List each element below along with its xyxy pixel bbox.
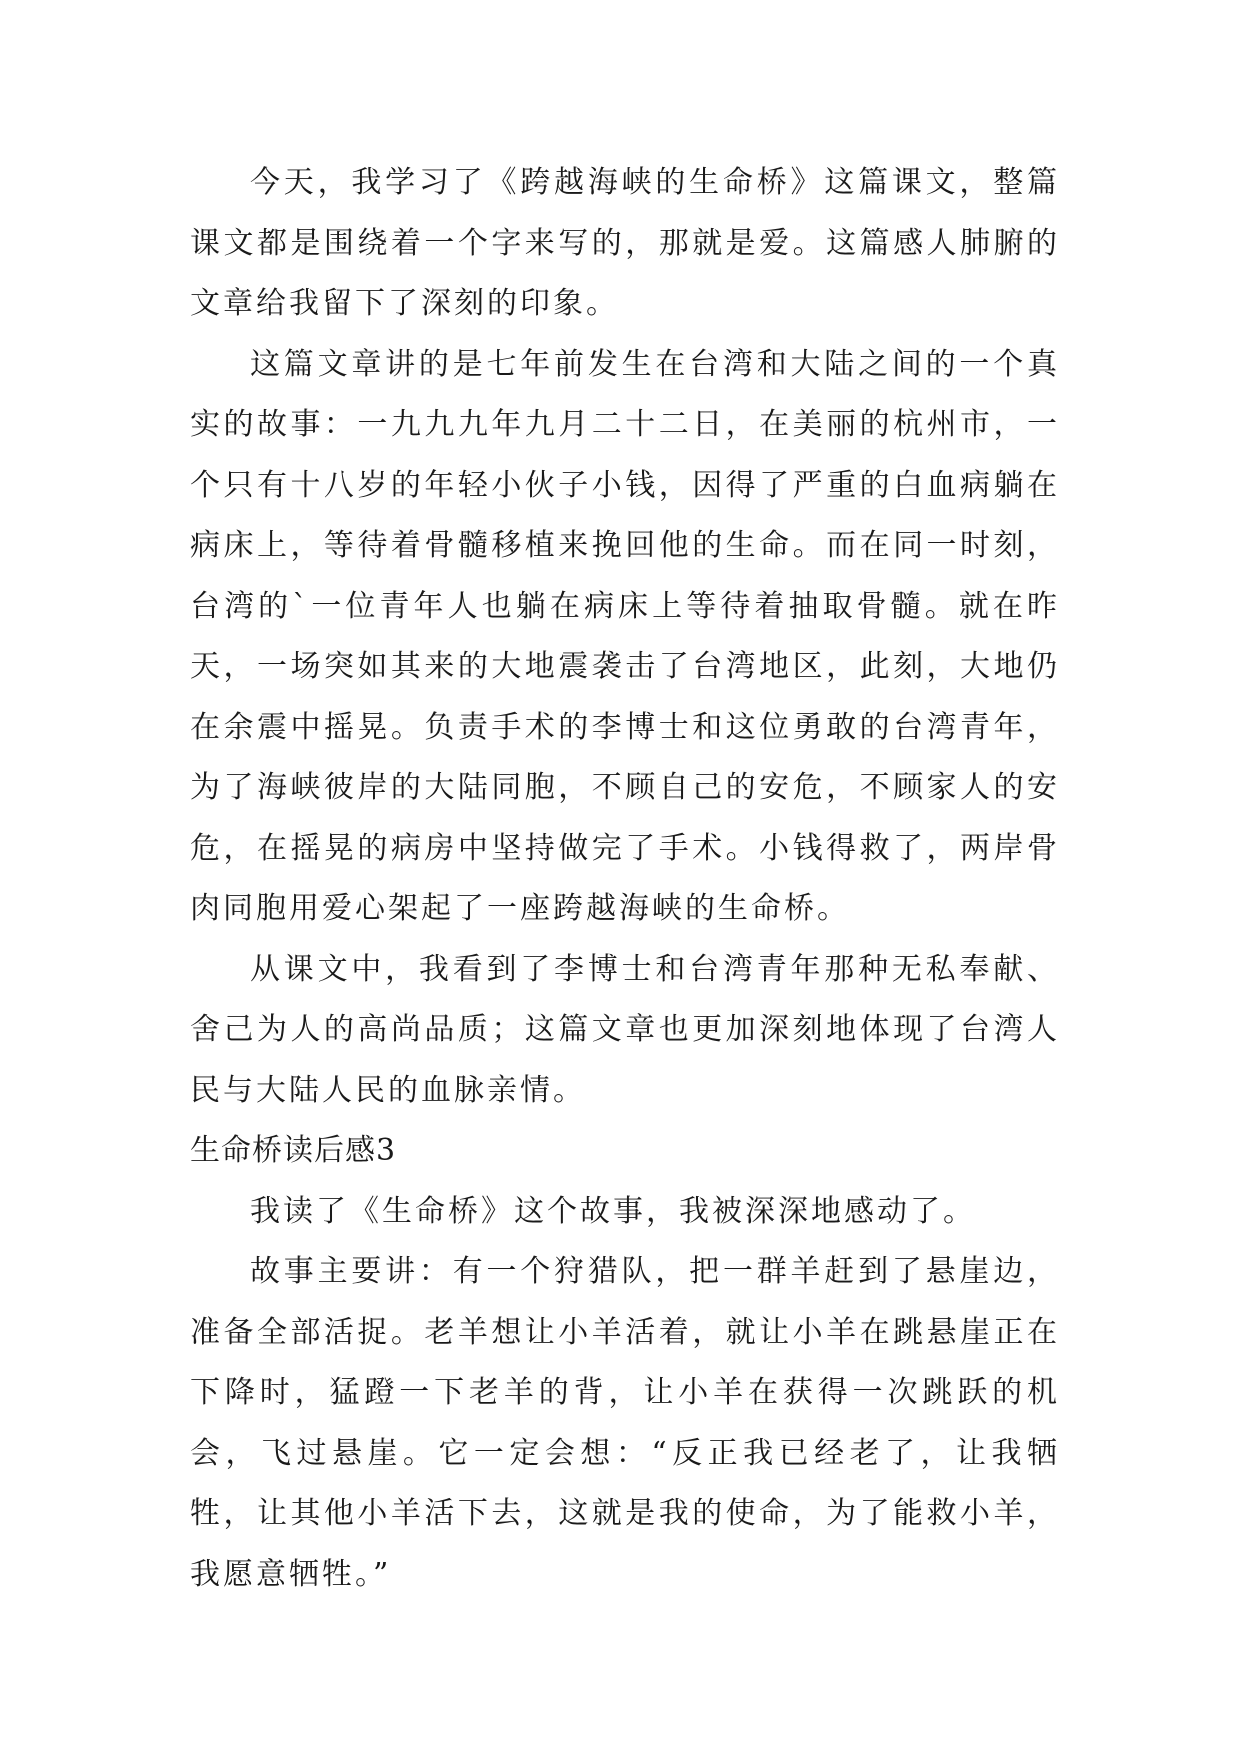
document-body [190,153,1060,1605]
paragraph-reflection: 从课文中，我看到了李博士和台湾青年那种无私奉献、舍己为人的高尚品质；这篇文章也更加深刻地体现了台湾人民与大陆人民的血脉亲情。 [190,951,1060,1108]
paragraph-intro: 今天，我学习了《跨越海峡的生命桥》这篇课文，整篇课文都是围绕着一个字来写的，那就是爱。这篇感人肺腑的文章给我留下了深刻的印象。 [190,165,1060,321]
section-heading: 生命桥读后感3 [190,1133,397,1168]
paragraph-summary: 故事主要讲：有一个狩猎队，把一群羊赶到了悬崖边，准备全部活捉。老羊想让小羊活着，就让小羊在跳悬崖正在下降时，猛蹬一下老羊的背，让小羊在获得一次跳跃的机会，飞过悬崖。它一定会想：“反正我已经老了，让我牺牲，让其他小羊活下去，这就是我的使命，为了能救小羊，我愿意牺牲。” [190,1254,1060,1592]
paragraph-story: 这篇文章讲的是七年前发生在台湾和大陆之间的一个真实的故事：一九九九年九月二十二日，在美丽的杭州市，一个只有十八岁的年轻小伙子小钱，因得了严重的白血病躺在病床上，等待着骨髓移植来挽回他的生命。而在同一时刻，台湾的`一位青年人也躺在病床上等待着抽取骨髓。就在昨天，一场突如其来的大地震袭击了台湾地区，此刻，大地仍在余震中摇晃。负责手术的李博士和这位勇敢的台湾青年，为了海峡彼岸的大陆同胞，不顾自己的安危，不顾家人的安危，在摇晃的病房中坚持做完了手术。小钱得救了，两岸骨肉同胞用爱心架起了一座跨越海峡的生命桥。 [190,346,1060,926]
paragraph-read: 我读了《生命桥》这个故事，我被深深地感动了。 [250,1193,976,1229]
